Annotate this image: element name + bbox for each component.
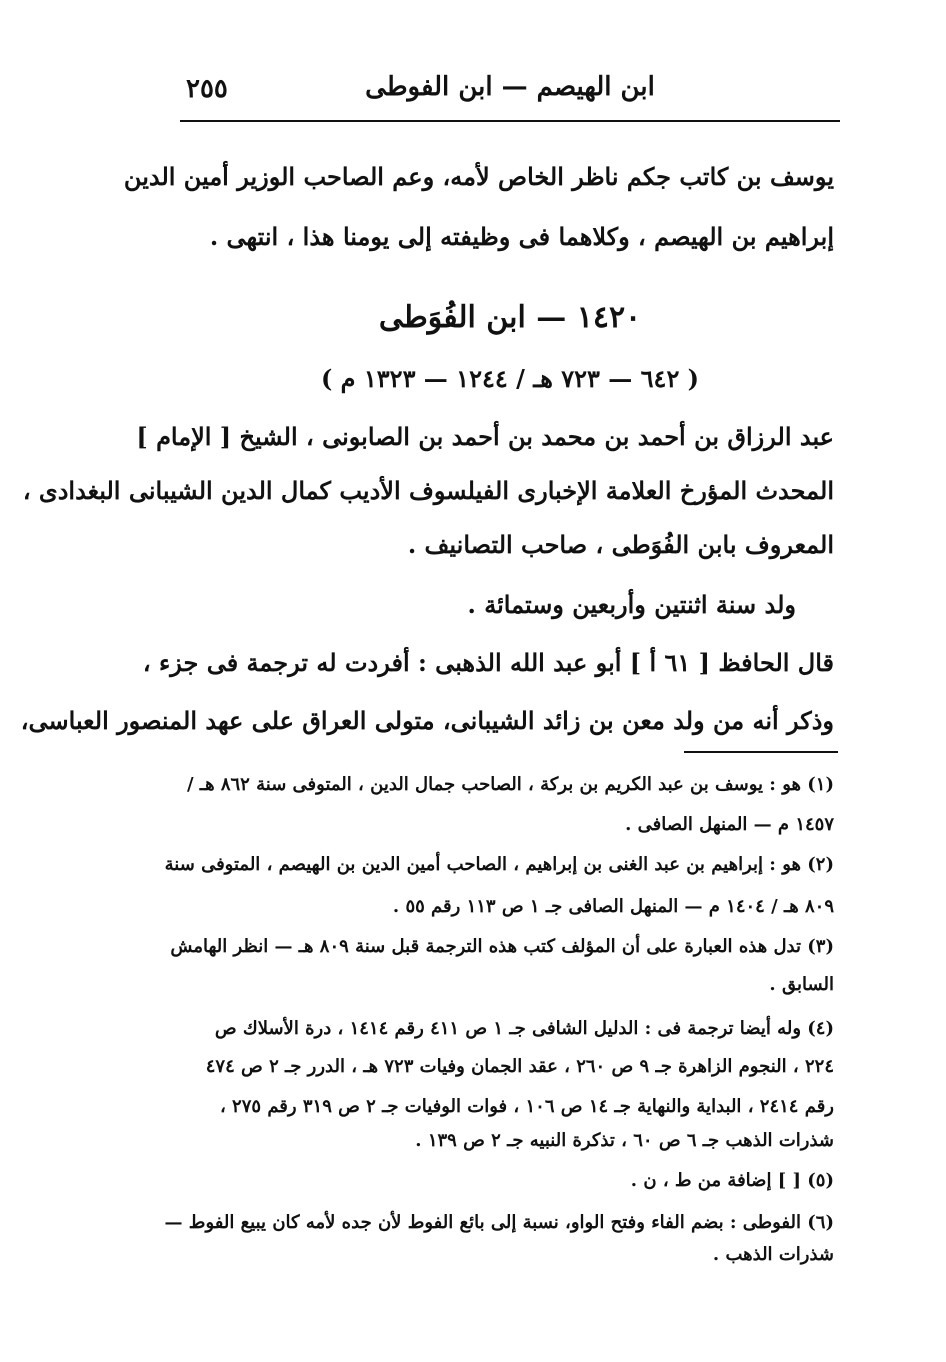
footnote-line: السابق .	[769, 974, 834, 995]
footnote-line: شذرات الذهب جـ ٦ ص ٦٠ ، تذكرة النبيه جـ ٢ ص ١٣٩ .	[415, 1130, 834, 1151]
body-line: المعروف بابن الفُوَطى ، صاحب التصانيف .	[407, 530, 834, 559]
footnote-line: ١٤٥٧ م — المنهل الصافى .	[625, 814, 834, 835]
body-line: المحدث المؤرخ العلامة الإخبارى الفيلسوف الأديب كمال الدين الشيبانى البغدادى ،	[22, 476, 834, 505]
entry-title: ١٤٢٠ — ابن الفُوَطى	[378, 300, 642, 335]
running-title: ابن الهيصم — ابن الفوطى	[365, 72, 655, 102]
footnote-line: (٦) الفوطى : بضم الفاء وفتح الواو، نسبة إلى بائع الفوط لأن جده لأمه كان يبيع الفوط —	[164, 1212, 834, 1233]
body-line: قال الحافظ [ ٦١ أ ] أبو عبد الله الذهبى : أفردت له ترجمة فى جزء ،	[142, 648, 834, 677]
body-line: وذكر أنه من ولد معن بن زائد الشيبانى، متولى العراق على عهد المنصور العباسى،	[20, 706, 834, 735]
body-line: ولد سنة اثنتين وأربعين وستمائة .	[467, 590, 796, 619]
footnote-separator	[684, 751, 838, 753]
top-paragraph-line: إبراهيم بن الهيصم ، وكلاهما فى وظيفته إلى يومنا هذا ، انتهى .	[209, 222, 834, 251]
footnote-line: (٥) [ ] إضافة من ط ، ن .	[630, 1170, 834, 1191]
footnote-line: رقم ٢٤١٤ ، البداية والنهاية جـ ١٤ ص ١٠٦ ، فوات الوفيات جـ ٢ ص ٣١٩ رقم ٢٧٥ ،	[219, 1096, 834, 1117]
page-number: ٢٥٥	[186, 74, 228, 104]
entry-dates: ( ٦٤٢ — ٧٢٣ هـ / ١٢٤٤ — ١٣٢٣ م )	[320, 364, 700, 393]
footnote-line: (٢) هو : إبراهيم بن عبد الغنى بن إبراهيم ، الصاحب أمين الدين بن الهيصم ، المتوفى سنة	[164, 854, 834, 875]
footnote-line: (٣) تدل هذه العبارة على أن المؤلف كتب هذه الترجمة قبل سنة ٨٠٩ هـ — انظر الهامش	[170, 936, 834, 957]
body-line: عبد الرزاق بن أحمد بن محمد بن أحمد بن الصابونى ، الشيخ [ الإمام ]	[136, 422, 834, 451]
footnote-line: ٢٢٤ ، النجوم الزاهرة جـ ٩ ص ٢٦٠ ، عقد الجمان وفيات ٧٢٣ هـ ، الدرر جـ ٢ ص ٤٧٤	[205, 1056, 834, 1077]
footnote-line: شذرات الذهب .	[712, 1244, 834, 1265]
page-header	[180, 68, 840, 122]
footnote-line: (٤) وله أيضا ترجمة فى : الدليل الشافى جـ ١ ص ٤١١ رقم ١٤١٤ ، درة الأسلاك ص	[214, 1018, 834, 1039]
footnote-line: (١) هو : يوسف بن عبد الكريم بن بركة ، الصاحب جمال الدين ، المتوفى سنة ٨٦٢ هـ /	[186, 774, 834, 795]
top-paragraph-line: يوسف بن كاتب جكم ناظر الخاص لأمه، وعم الصاحب الوزير أمين الدين	[123, 162, 834, 191]
footnote-line: ٨٠٩ هـ / ١٤٠٤ م — المنهل الصافى جـ ١ ص ١١٣ رقم ٥٥ .	[392, 896, 834, 917]
